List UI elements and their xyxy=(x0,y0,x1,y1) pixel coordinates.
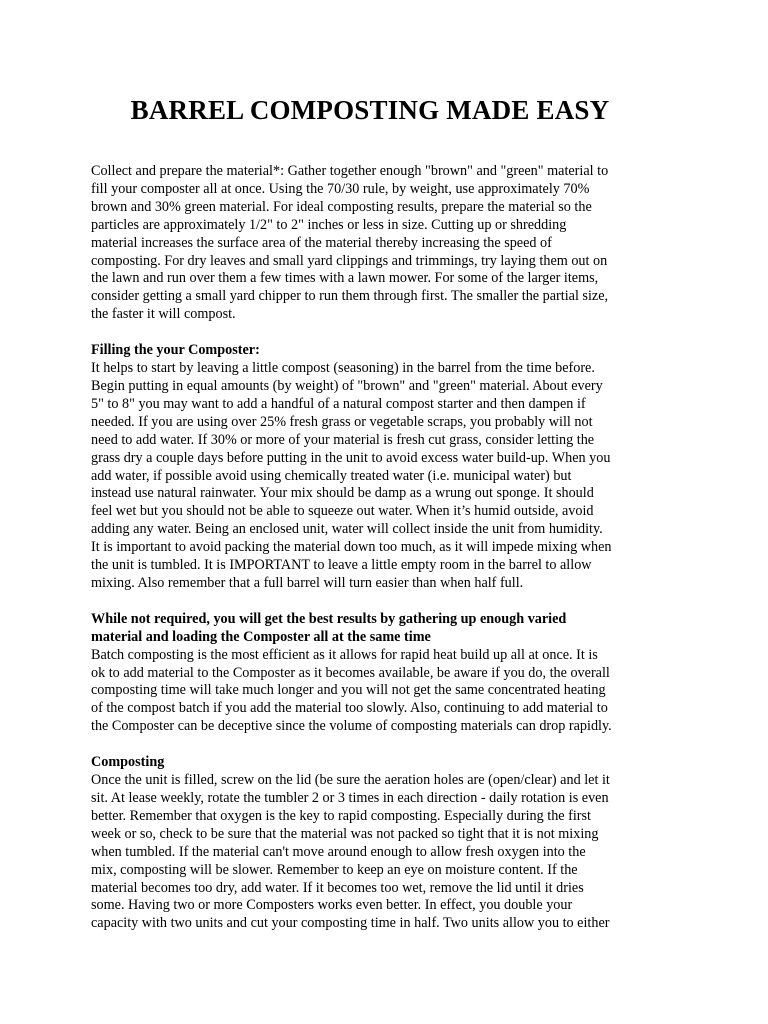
intro-line: the lawn and run over them a few times with a lawn mower. For some of the larger items, xyxy=(91,270,599,287)
filling-line: grass dry a couple days before putting in the unit to avoid excess water build-up. When you xyxy=(91,449,611,466)
filling-line: adding any water. Being an enclosed unit, water will collect inside the unit from humidity. xyxy=(91,521,603,538)
batch-heading: material and loading the Composter all at the same time xyxy=(91,628,431,645)
document-body xyxy=(91,163,657,951)
filling-line: Begin putting in equal amounts (by weight) of "brown" and "green" material. About every xyxy=(91,377,603,394)
composting-line: mix, composting will be slower. Remember to keep an eye on moisture content. If the xyxy=(91,861,578,878)
composting-line: Once the unit is filled, screw on the lid (be sure the aeration holes are (open/clear) and let it xyxy=(91,772,610,789)
filling-heading: Filling the your Composter: xyxy=(91,342,260,359)
filling-line: mixing. Also remember that a full barrel will turn easier than when half full. xyxy=(91,574,524,591)
composting-line: sit. At lease weekly, rotate the tumbler 2 or 3 times in each direction - daily rotation is even xyxy=(91,790,609,806)
filling-line: feel wet but you should not be able to squeeze out water. When it’s humid outside, avoid xyxy=(91,503,594,520)
intro-line: consider getting a small yard chipper to run them through first. The smaller the partial size, xyxy=(91,288,609,305)
batch-line: of the compost batch if you add the material too slowly. Also, continuing to add material to xyxy=(91,700,608,717)
intro-line: Collect and prepare the material*: Gather together enough "brown" and "green" material to xyxy=(91,163,609,179)
intro-line: composting. For dry leaves and small yard clippings and trimmings, try laying them out on xyxy=(91,252,608,269)
intro-line: material increases the surface area of the material thereby increasing the speed of xyxy=(91,234,552,251)
batch-line: composting time will take much longer and you will not get the same concentrated heating xyxy=(91,682,606,699)
filling-line: add water, if possible avoid using chemically treated water (i.e. municipal water) but xyxy=(91,467,572,484)
intro-line: the faster it will compost. xyxy=(91,306,236,323)
filling-line: the unit is tumbled. It is IMPORTANT to leave a little empty room in the barrel to allow xyxy=(91,557,592,574)
filling-line: It helps to start by leaving a little compost (seasoning) in the barrel from the time before. xyxy=(91,360,595,377)
filling-section xyxy=(91,342,657,593)
document-title: BARREL COMPOSTING MADE EASY xyxy=(130,95,610,125)
batch-section xyxy=(91,611,657,736)
intro-line: brown and 30% green material. For ideal composting results, prepare the material so the xyxy=(91,198,592,215)
filling-line: It is important to avoid packing the material down too much, as it will impede mixing when xyxy=(91,539,612,556)
intro-line: fill your composter all at once. Using the 70/30 rule, by weight, use approximately 70% xyxy=(91,180,590,197)
composting-heading: Composting xyxy=(91,754,165,771)
filling-line: need to add water. If 30% or more of your material is fresh cut grass, consider letting the xyxy=(91,431,595,448)
composting-line: when tumbled. If the material can't move around enough to allow fresh oxygen into the xyxy=(91,843,586,860)
composting-section xyxy=(91,754,657,933)
intro-paragraph xyxy=(91,163,657,324)
filling-line: 5" to 8" you may want to add a handful of a natural compost starter and then dampen if xyxy=(91,395,586,412)
composting-line: capacity with two units and cut your composting time in half. Two units allow you to either xyxy=(91,915,610,932)
batch-heading: While not required, you will get the best results by gathering up enough varied xyxy=(91,610,567,627)
batch-line: Batch composting is the most efficient as it allows for rapid heat build up all at once. It is xyxy=(91,646,598,663)
composting-line: week or so, check to be sure that the material was not packed so tight that it is not mixing xyxy=(91,825,599,842)
composting-line: better. Remember that oxygen is the key to rapid composting. Especially during the first xyxy=(91,807,591,824)
intro-line: particles are approximately 1/2" to 2" inches or less in size. Cutting up or shredding xyxy=(91,216,567,233)
composting-line: material becomes too dry, add water. If it becomes too wet, remove the lid until it dries xyxy=(91,879,584,896)
batch-line: ok to add material to the Composter as it becomes available, be aware if you do, the overall xyxy=(91,664,610,681)
filling-line: instead use natural rainwater. Your mix should be damp as a wrung out sponge. It should xyxy=(91,485,594,502)
filling-line: needed. If you are using over 25% fresh grass or vegetable scraps, you probably will not xyxy=(91,413,593,430)
batch-line: the Composter can be deceptive since the volume of composting materials can drop rapidly. xyxy=(91,718,612,735)
composting-line: some. Having two or more Composters works even better. In effect, you double your xyxy=(91,897,573,914)
